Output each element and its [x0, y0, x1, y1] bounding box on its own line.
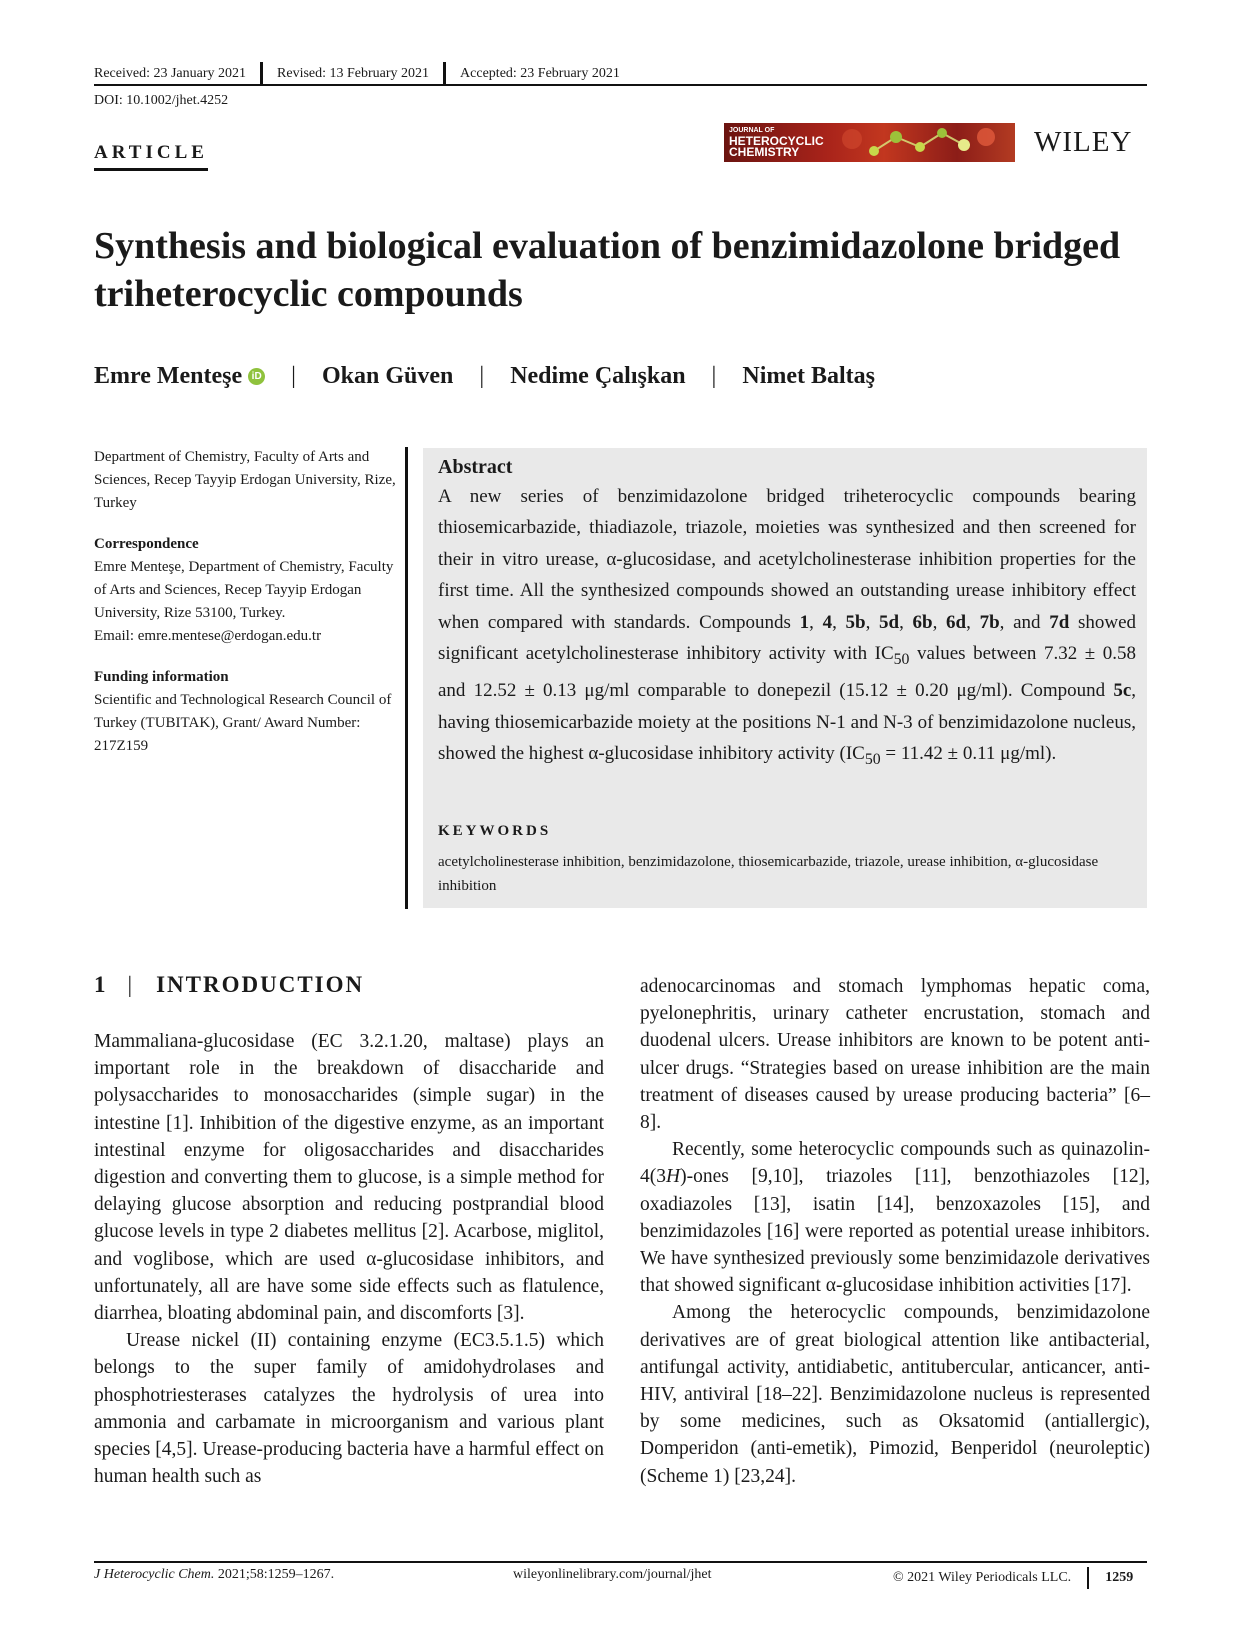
italic-text: H — [666, 1166, 681, 1188]
abstract-text-part: A new series of benzimidazolone bridged triheterocyclic compounds bearing thiosemicarbazide, thiadiazole, triazole, moieties was synthesized and then screened for their in vitro urease, α-glucosidase, and acetylcholinesterase inhibition properties for the first time. All the synthesized compounds showed an outstanding urease inhibitory effect when compared with standards. Compounds — [438, 486, 1136, 633]
journal-logo-line1: HETEROCYCLIC — [729, 134, 824, 148]
paragraph: Among the heterocyclic compounds, benzimidazolone derivatives are of great biological attention like antibacterial, antifungal activity, antidiabetic, antitubercular, anticancer, anti-HIV, antiviral [18–22]. Benzimidazolone nucleus is represented by some medicines, such as Oksatomid (antiallergic), Domperidon (anti-emetik), Pimozid, Benperidol (neuroleptic) (Scheme 1) [23,24]. — [640, 1302, 1150, 1487]
footer-url[interactable]: wileyonlinelibrary.com/journal/jhet — [513, 1567, 712, 1582]
funding-block — [94, 666, 399, 758]
subscript: 50 — [864, 750, 881, 768]
abstract-text-part: = 11.42 ± 0.11 μg/ml). — [880, 743, 1057, 765]
separator: , — [899, 611, 913, 633]
paragraph: Urease nickel (II) containing enzyme (EC3.5.1.5) which belongs to the super family of amidohydrolases and phosphotriesterases catalyzes the hydrolysis of urea into ammonia and carbamate in microorganism and various plant species [4,5]. Urease-producing bacteria have a harmful effect on human health such as — [94, 1330, 604, 1488]
paragraph: adenocarcinomas and stomach lymphomas hepatic coma, pyelonephritis, urinary catheter encrustation, stomach and duodenal ulcers. Urease inhibitors are known to be potent anti-ulcer drugs. “Strategies based on urease inhibition are the main treatment of diseases caused by urease producing bacteria” [6–8]. — [640, 976, 1150, 1134]
abstract-text — [438, 481, 1136, 775]
divider — [443, 62, 446, 86]
separator: , — [832, 611, 846, 633]
author-separator: | — [711, 363, 717, 389]
compound-label: 4 — [822, 611, 833, 633]
accepted-date: Accepted: 23 February 2021 — [460, 66, 620, 81]
author-1[interactable]: Emre Menteşe — [94, 363, 243, 389]
page-number: 1259 — [1105, 1570, 1134, 1585]
author-list — [94, 363, 875, 390]
paragraph — [640, 1136, 1150, 1299]
correspondence-text: Emre Menteşe, Department of Chemistry, Faculty of Arts and Sciences, Recep Tayyip Erdogan University, Rize 53100, Turkey. — [94, 559, 394, 621]
paragraph-part: )-ones [9,10], triazoles [11], benzothiazoles [12], oxadiazoles [13], isatin [14], benzoxazoles [15], and benzimidazoles [16] were reported as potential urease inhibitors. We have synthesized previously some benzimidazole derivatives that showed significant α-glucosidase inhibition activities [17]. — [640, 1166, 1150, 1297]
author-separator: | — [479, 363, 485, 389]
separator: , — [966, 611, 980, 633]
footer-right — [893, 1567, 1133, 1589]
author-2[interactable]: Okan Güven — [321, 363, 454, 389]
compound-label: 5d — [879, 611, 900, 633]
section-title: INTRODUCTION — [156, 972, 365, 997]
correspondence-heading: Correspondence — [94, 536, 199, 552]
article-info-sidebar — [94, 446, 399, 776]
paper-title: Synthesis and biological evaluation of benzimidazolone bridged triheterocyclic compounds — [94, 225, 1121, 315]
section-number: 1 — [94, 972, 108, 997]
compound-label: 7d — [1049, 611, 1070, 633]
doi[interactable]: DOI: 10.1002/jhet.4252 — [94, 93, 229, 108]
abstract-heading: Abstract — [438, 456, 513, 478]
keywords-list: acetylcholinesterase inhibition, benzimidazolone, thiosemicarbazide, triazole, urease inhibition, α-glucosidase inhibition — [438, 854, 1099, 894]
email-link[interactable]: Email: emre.mentese@erdogan.edu.tr — [94, 628, 322, 644]
journal-logo-small: JOURNAL OF — [729, 127, 775, 134]
body-column-left — [94, 1028, 604, 1490]
footer-citation — [94, 1567, 334, 1583]
publisher-logo: WILEY — [1034, 126, 1133, 158]
compound-label: 5b — [845, 611, 866, 633]
compound-label: 1 — [799, 611, 810, 633]
keywords-heading: KEYWORDS — [438, 823, 552, 839]
correspondence-block — [94, 533, 399, 648]
orcid-icon[interactable]: iD — [248, 368, 265, 385]
affiliation: Department of Chemistry, Faculty of Arts and Sciences, Recep Tayyip Erdogan University, Rize, Turkey — [94, 449, 396, 511]
paragraph-part: Recently, some heterocyclic compounds such as quinazolin-4(3 — [640, 1139, 1150, 1188]
separator: , — [865, 611, 880, 633]
copyright: © 2021 Wiley Periodicals LLC. — [893, 1570, 1072, 1585]
abstract-text-part: values between 7.32 ± 0.58 and 12.52 ± 0.13 μg/ml comparable to donepezil (15.12 ± 0.20 μg/ml). Compound — [438, 643, 1136, 702]
author-separator: | — [291, 363, 296, 389]
article-dates — [94, 62, 620, 86]
section-heading — [94, 972, 364, 998]
journal-name: J Heterocyclic Chem. — [94, 1567, 215, 1582]
sidebar-divider — [405, 447, 408, 909]
body-column-right — [640, 973, 1150, 1490]
header-rule — [94, 84, 1147, 86]
subscript: 50 — [893, 650, 910, 668]
journal-logo — [724, 123, 1015, 162]
citation-details: 2021;58:1259–1267. — [214, 1567, 335, 1582]
divider — [1087, 1567, 1089, 1589]
separator: , and — [999, 611, 1050, 633]
journal-logo-line2: CHEMISTRY — [729, 145, 800, 159]
compound-label: 5c — [1113, 680, 1132, 702]
compound-label: 7b — [979, 611, 1000, 633]
compound-label: 6d — [946, 611, 967, 633]
divider — [260, 62, 263, 86]
separator: , — [809, 611, 823, 633]
paragraph: Mammaliana-glucosidase (EC 3.2.1.20, maltase) plays an important role in the breakdown of disaccharide and polysaccharides to monosaccharides (simple sugar) in the intestine [1]. Inhibition of the digestive enzyme, as an important intestinal enzyme for oligosaccharides and disaccharides digestion and converting them to glucose, is a simple method for delaying glucose absorption and reducing postprandial blood glucose levels in type 2 diabetes mellitus [2]. Acarbose, miglitol, and voglibose, which are used α-glucosidase inhibitors, and unfortunately, all are have some side effects such as flatulence, diarrhea, bloating abdominal pain, and discomforts [3]. — [94, 1031, 604, 1325]
author-4[interactable]: Nimet Baltaş — [742, 363, 876, 389]
author-3[interactable]: Nedime Çalışkan — [510, 363, 686, 389]
abstract-text-part: , having thiosemicarbazide moiety at the positions N-1 and N-3 of benzimidazolone nucleus, showed the highest α-glucosidase inhibitory activity (IC — [438, 680, 1136, 765]
section-bar: | — [127, 972, 135, 997]
separator: , — [932, 611, 947, 633]
revised-date: Revised: 13 February 2021 — [277, 66, 430, 81]
footer-rule — [94, 1561, 1147, 1563]
abstract-text-part: showed significant acetylcholinesterase inhibitory activity with IC — [438, 611, 1137, 665]
article-type-label: ARTICLE — [94, 142, 208, 171]
funding-text: Scientific and Technological Research Council of Turkey (TUBITAK), Grant/ Award Number: 217Z159 — [94, 692, 392, 754]
received-date: Received: 23 January 2021 — [94, 66, 247, 81]
abstract-box — [423, 448, 1147, 908]
funding-heading: Funding information — [94, 669, 229, 685]
compound-label: 6b — [912, 611, 933, 633]
